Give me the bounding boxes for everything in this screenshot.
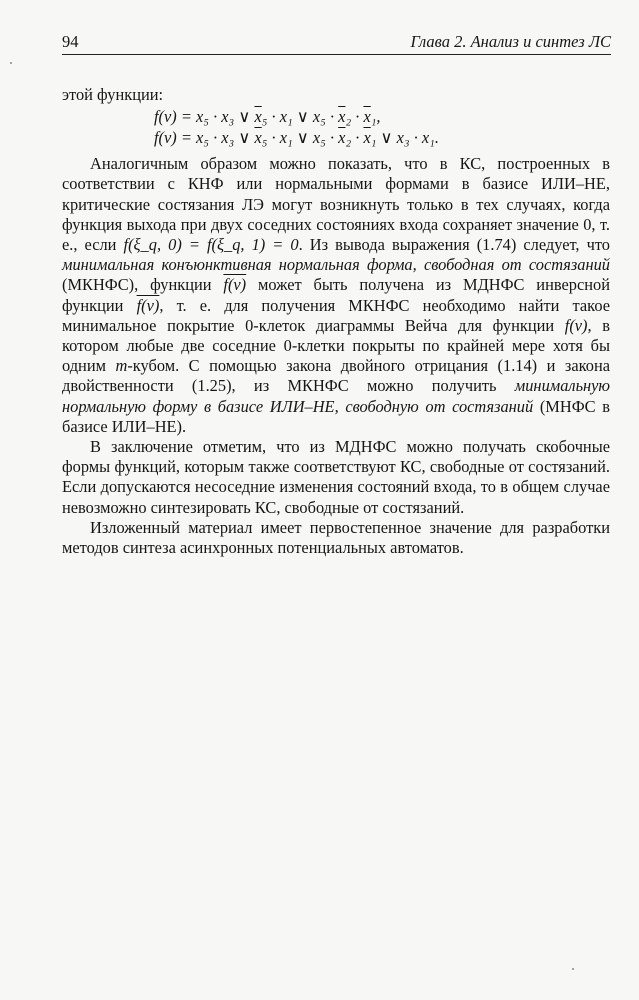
paragraph-1	[62, 154, 610, 437]
page-number: 94	[62, 32, 79, 51]
formula-block	[62, 107, 610, 148]
body-text	[62, 85, 610, 558]
formula-term: ₅ · x₁ ∨ x₅ ·	[261, 107, 339, 127]
text-run: , т. е. для получения МКНФС необходимо найти такое минимальное покрытие 0-клеток диаграммы Вейча для функции	[62, 295, 610, 335]
formula-negated-var: $\overline{x}$	[363, 107, 371, 127]
text-run: может быть получена из МДНФС инверсной функции	[62, 275, 610, 315]
formula-term: ₂ ·	[345, 127, 364, 147]
formula-negated-var: $\overline{x}$	[254, 107, 262, 127]
formula-lhs: f(ν) =	[154, 127, 197, 147]
text-run: . Из вывода выражения (1.74) следует, что	[298, 235, 610, 255]
formula-2	[154, 128, 610, 149]
formula-term: x₅ · x₃ ∨	[196, 107, 255, 127]
formula-term: ₁ ∨ x₃ · x₁.	[370, 127, 439, 147]
formula-term: ₂ ·	[345, 107, 364, 127]
page-header	[62, 30, 611, 55]
text-run: (МНФС в базисе ИЛИ–НЕ).	[62, 396, 610, 436]
inline-math: f(ν)	[564, 315, 588, 335]
scan-speck	[10, 62, 12, 64]
formula-negated-var: $\overline{x}$	[254, 127, 262, 147]
formula-lhs: f(ν) =	[154, 107, 197, 127]
scan-speck	[572, 968, 574, 970]
paragraph-3: Изложенный материал имеет первостепенное значение для разработки методов синтеза асинхронных потенциальных автоматов.	[62, 517, 610, 558]
intro-line: этой функции:	[62, 85, 164, 104]
formula-term: ₁,	[370, 107, 381, 127]
text-run: , в котором любые две соседние 0-клетки покрыты по крайней мере хотя бы одним	[62, 315, 610, 376]
paragraph-2: В заключение отметим, что из МДНФС можно получать скобочные формы функций, которым также соответствуют КС, свободные от состязаний. Если допускаются несоседние изменения состояний входа, то в общем случае невозможно синтезировать КС, свободные от состязаний.	[62, 437, 610, 517]
emphasis-term: минимальную нормальную форму в базисе ИЛИ–НЕ, свободную от состязаний	[62, 376, 610, 416]
inline-math: m	[115, 356, 128, 376]
text-run: (МКНФС), функции	[62, 275, 224, 295]
emphasis-term: минимальная конъюнктивная нормальная форма, свободная от состязаний	[62, 255, 610, 275]
formula-1	[154, 107, 610, 128]
inline-math: f(ν)	[223, 275, 247, 295]
formula-negated-var: $\overline{x}$	[363, 127, 371, 147]
formula-term: ₅ · x₁ ∨ x₅ ·	[261, 127, 339, 147]
running-head: Глава 2. Анализ и синтез ЛС	[410, 32, 611, 51]
inline-math: f(ξ_q, 0) = f(ξ_q, 1) = 0	[123, 235, 299, 255]
text-run: Аналогичным образом можно показать, что в КС, построенных в соответствии с КНФ или нормальными формами в базисе ИЛИ–НЕ, критические состязания ЛЭ могут возникнуть только в тех случаях, когда функция выхода при двух соседних состояниях входа сохраняет значение 0, т. е., если	[62, 154, 610, 255]
text-run: -кубом. С помощью закона двойного отрицания (1.14) и закона двойственности (1.25), из МКНФС можно получить	[62, 356, 610, 396]
formula-negated-var: $\overline{x}$	[338, 107, 346, 127]
inline-math: f(ν)	[136, 295, 160, 315]
formula-term: x₅ · x₃ ∨	[196, 127, 255, 147]
formula-negated-var: $\overline{x}$	[338, 127, 346, 147]
